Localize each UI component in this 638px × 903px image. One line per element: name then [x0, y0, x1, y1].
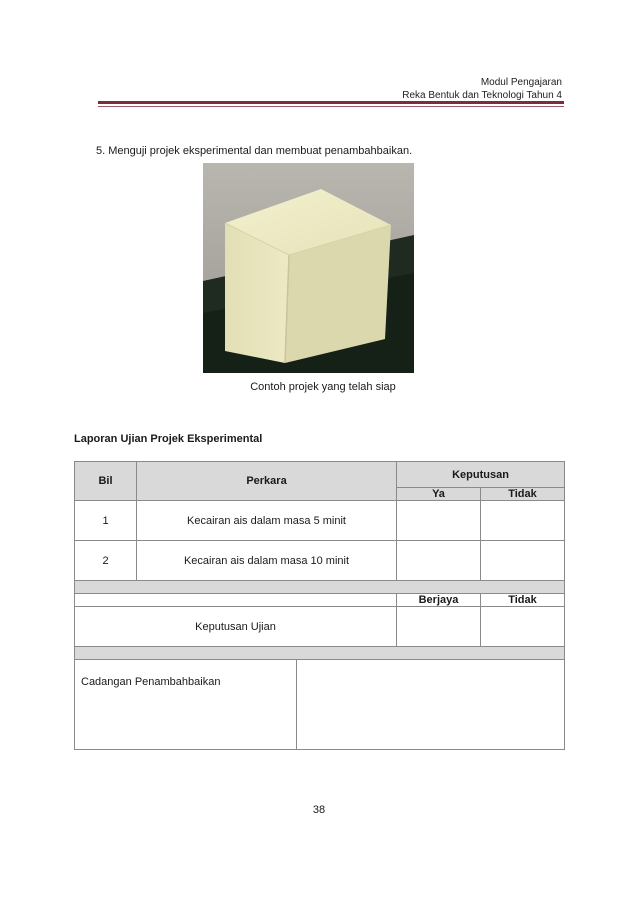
- row-perkara: Kecairan ais dalam masa 5 minit: [137, 501, 397, 541]
- subheader-ya: Ya: [397, 488, 481, 501]
- header-bil: Bil: [75, 462, 137, 501]
- header-keputusan: Keputusan: [397, 462, 565, 488]
- result-tidak-cell[interactable]: [481, 607, 565, 647]
- header-line-1: Modul Pengajaran: [480, 77, 562, 88]
- header-perkara: Perkara: [137, 462, 397, 501]
- result-row: [75, 607, 565, 647]
- section-title: Laporan Ujian Projek Eksperimental: [74, 433, 263, 445]
- row-tidak-cell[interactable]: [481, 541, 565, 581]
- result-berjaya-cell[interactable]: [397, 607, 481, 647]
- result-berjaya-label: Berjaya: [397, 594, 481, 607]
- project-photo: [203, 163, 414, 373]
- result-label: Keputusan Ujian: [75, 607, 397, 647]
- suggestion-field[interactable]: [297, 660, 565, 750]
- test-report-table: [74, 461, 565, 750]
- row-bil: 1: [75, 501, 137, 541]
- table-row: [75, 541, 565, 581]
- suggestion-row: [75, 660, 565, 750]
- page-header: [402, 76, 562, 102]
- result-tidak-label: Tidak: [481, 594, 565, 607]
- suggestion-label: Cadangan Penambahbaikan: [75, 660, 297, 750]
- row-perkara: Kecairan ais dalam masa 10 minit: [137, 541, 397, 581]
- step-instruction: 5. Menguji projek eksperimental dan membuat penambahbaikan.: [96, 145, 413, 157]
- row-ya-cell[interactable]: [397, 501, 481, 541]
- page-number: 38: [312, 804, 326, 816]
- subheader-tidak: Tidak: [481, 488, 565, 501]
- table-spacer-row: [75, 647, 565, 660]
- table-header-row: [75, 462, 565, 488]
- row-ya-cell[interactable]: [397, 541, 481, 581]
- row-tidak-cell[interactable]: [481, 501, 565, 541]
- table-row: [75, 501, 565, 541]
- result-header-row: [75, 594, 565, 607]
- row-bil: 2: [75, 541, 137, 581]
- table-spacer-row: [75, 581, 565, 594]
- header-rule-thick: [98, 101, 564, 104]
- header-line-2: Reka Bentuk dan Teknologi Tahun 4: [402, 90, 562, 101]
- photo-caption: Contoh projek yang telah siap: [250, 381, 396, 393]
- header-rule-thin: [98, 106, 564, 107]
